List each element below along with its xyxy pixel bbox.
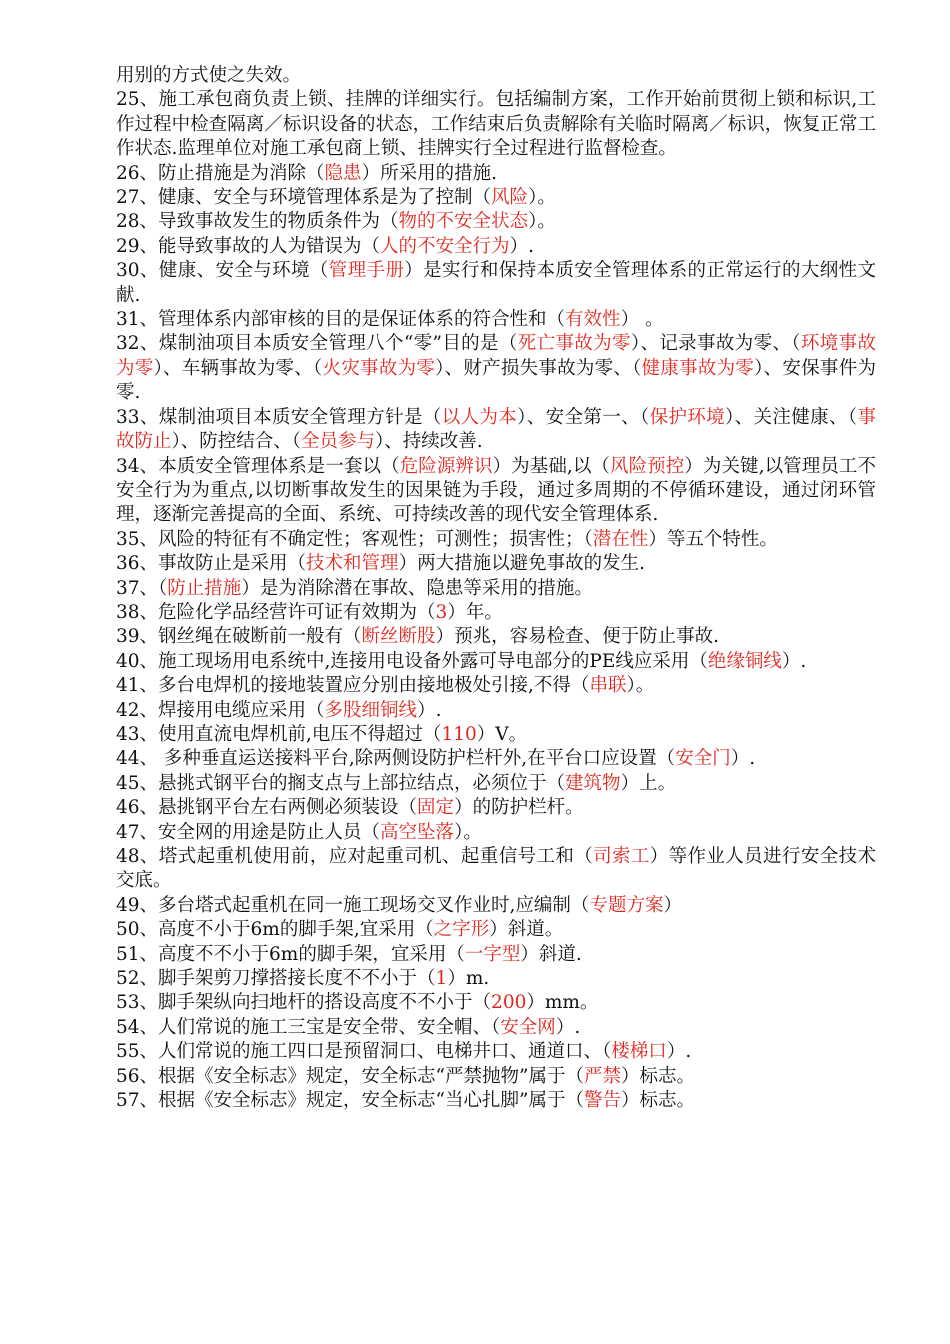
answer-text: 警告	[583, 1090, 621, 1112]
question-text: 44、 多种垂直运送接料平台,除两侧设防护栏杆外,在平台口应设置（	[116, 748, 676, 770]
question-q34	[116, 455, 876, 528]
answer-text: 环境事故为零	[116, 333, 876, 379]
question-q48	[116, 845, 876, 894]
question-text: ）斜道。	[489, 919, 564, 941]
question-text: 35、风险的特征有不确定性；客观性；可测性；损害性；（	[116, 528, 593, 550]
question-text: 25、施工承包商负责上锁、挂牌的详细实行。包括编制方案，工作开始前贯彻上锁和标识,工作过程中检查隔离／标识设备的状态，工作结束后负责解除有关临时隔离／标识，恢复正常工作状态.监理单位对施工承包商上锁、挂牌实行全过程进行监督检查。	[116, 89, 876, 160]
question-text: 29、能导致事故的人为错误为（	[116, 235, 381, 257]
question-text: ）、车辆事故为零、（	[153, 357, 323, 379]
question-text: ） 。	[620, 309, 664, 331]
answer-text: 建筑物	[565, 772, 621, 794]
question-q29	[116, 235, 876, 259]
question-q44	[116, 747, 876, 771]
answer-text: 断丝断股	[361, 626, 436, 648]
question-q49	[116, 894, 876, 918]
question-text: ）、安全第一、（	[517, 406, 650, 428]
answer-text: 人的不安全行为	[380, 235, 510, 257]
answer-text: 1	[435, 968, 448, 990]
answer-text: 保护环境	[649, 406, 726, 428]
answer-text: 专题方案	[589, 894, 664, 916]
document-body	[116, 64, 876, 1113]
question-q56	[116, 1065, 876, 1089]
question-text: 用别的方式使之失效。	[116, 65, 302, 86]
question-text: ）年。	[447, 601, 503, 623]
question-text: ）的防护栏杆。	[454, 797, 584, 819]
question-text: 43、使用直流电焊机前,电压不得超过（	[116, 723, 442, 745]
question-q55	[116, 1040, 876, 1064]
question-text: ）标志。	[620, 1065, 695, 1087]
question-text: 32、煤制油项目本质安全管理八个“零”目的是（	[116, 333, 518, 355]
answer-text: 危险源辨识	[399, 455, 493, 477]
question-text: ）上。	[620, 772, 677, 794]
question-text: 53、脚手架纵向扫地杆的搭设高度不不小于（	[116, 992, 492, 1014]
question-q37	[116, 577, 876, 601]
answer-text: 防止措施	[167, 577, 242, 599]
question-text: ）。	[528, 211, 556, 233]
question-text: ）为关键,以管理员工不安全行为为重点,以切断事故发生的因果链为手段，通过多周期的不停循环建设，通过闭环管理，逐渐完善提高的全面、系统、可持续改善的现代安全管理体系.	[116, 455, 876, 526]
question-text: 37、（	[116, 577, 168, 599]
question-text: ）等五个特性。	[648, 528, 778, 550]
answer-text: 高空坠落	[380, 821, 455, 843]
question-text: ）m.	[447, 968, 490, 990]
question-text: ）、防控结合、（	[171, 431, 302, 453]
question-text: 30、健康、安全与环境（	[116, 260, 329, 282]
question-q32	[116, 332, 876, 405]
question-q33	[116, 406, 876, 455]
question-q50	[116, 918, 876, 942]
answer-text: 管理手册	[328, 260, 405, 282]
question-q39	[116, 625, 876, 649]
question-q46	[116, 796, 876, 820]
answer-text: 物的不安全状态	[398, 211, 529, 233]
question-q42	[116, 699, 876, 723]
question-text: 36、事故防止是采用（	[116, 553, 307, 575]
answer-text: 风险预控	[610, 455, 685, 477]
question-text: 55、人们常说的施工四口是预留洞口、电梯井口、通道口、（	[116, 1041, 612, 1063]
question-text: ）.	[781, 650, 807, 672]
question-q30	[116, 259, 876, 308]
question-text: 40、施工现场用电系统中,连接用电设备外露可导电部分的PE线应采用（	[116, 650, 708, 672]
question-q25	[116, 88, 876, 161]
question-text: ）、安保事件为零.	[116, 357, 876, 404]
answer-text: 风险	[491, 187, 529, 209]
question-q41	[116, 674, 876, 698]
question-text: ）、关注健康、（	[725, 406, 858, 428]
question-text: 28、导致事故发生的物质条件为（	[116, 211, 399, 233]
question-text: 38、危险化学品经营许可证有效期为（	[116, 601, 436, 623]
question-text: 49、多台塔式起重机在同一施工现场交叉作业时,应编制（	[116, 894, 590, 916]
question-text: ）V。	[476, 723, 528, 745]
answer-text: 司索工	[593, 846, 650, 867]
question-text: ）.	[730, 748, 756, 770]
question-q26	[116, 162, 876, 186]
question-text: 52、脚手架剪刀撑搭接长度不不小于（	[116, 968, 436, 990]
question-text: ）等作业人员进行安全技术交底。	[116, 846, 876, 892]
question-text: ）、记录事故为零、（	[630, 333, 801, 355]
answer-text: 串联	[589, 675, 627, 697]
answer-text: 安全网	[500, 1016, 556, 1038]
question-text: ）。	[528, 187, 556, 209]
question-text: ）为基础,以（	[492, 455, 611, 477]
question-text: ）.	[417, 699, 442, 721]
question-text: 42、焊接用电缆应采用（	[116, 699, 325, 721]
question-text: ）.	[509, 235, 534, 257]
question-text: 45、悬挑式钢平台的搁支点与上部拉结点，必须位于（	[116, 772, 566, 794]
question-text: ）所采用的措施.	[361, 162, 497, 184]
question-q43	[116, 723, 876, 747]
question-text: ）斜道.	[520, 943, 582, 965]
question-p24-tail	[116, 64, 876, 88]
question-text: 39、钢丝绳在破断前一般有（	[116, 626, 362, 648]
question-q52	[116, 967, 876, 991]
answer-text: 楼梯口	[611, 1041, 667, 1063]
question-q54	[116, 1016, 876, 1040]
question-q27	[116, 186, 876, 210]
question-text: ）两大措施以避免事故的发生.	[398, 553, 645, 575]
answer-text: 健康事故为零	[641, 357, 755, 379]
question-text: 31、管理体系内部审核的目的是保证体系的符合性和（	[116, 309, 566, 331]
question-text: ）。	[626, 675, 655, 697]
question-text: ）是为消除潜在事故、隐患等采用的措施。	[241, 577, 593, 599]
question-text: 56、根据《安全标志》规定，安全标志“严禁抛物”属于（	[116, 1065, 584, 1087]
question-text: ）。	[454, 821, 482, 843]
question-text: 54、人们常说的施工三宝是安全带、安全帽、（	[116, 1016, 501, 1038]
answer-text: 绝缘铜线	[707, 650, 782, 672]
question-q38	[116, 601, 876, 625]
question-text: 33、煤制油项目本质安全管理方针是（	[116, 406, 442, 428]
question-text: 47、安全网的用途是防止人员（	[116, 821, 381, 843]
answer-text: 一字型	[464, 943, 521, 965]
question-text: ）是实行和保持本质安全管理体系的正常运行的大纲性文献.	[116, 260, 876, 306]
question-text: 27、健康、安全与环境管理体系是为了控制（	[116, 187, 492, 209]
question-q53	[116, 991, 876, 1015]
answer-text: 110	[441, 723, 477, 745]
answer-text: 3	[435, 601, 448, 623]
question-text: ）mm。	[526, 992, 599, 1014]
answer-text: 安全门	[675, 748, 731, 770]
question-q47	[116, 821, 876, 845]
question-text: 50、高度不小于6m的脚手架,宜采用（	[116, 919, 434, 941]
answer-text: 以人为本	[441, 406, 518, 428]
answer-text: 死亡事故为零	[517, 333, 631, 355]
question-text: 46、悬挑钢平台左右两侧必须装设（	[116, 797, 418, 819]
answer-text: 之字形	[433, 919, 490, 941]
answer-text: 严禁	[583, 1065, 621, 1087]
question-text: ）标志。	[620, 1090, 695, 1112]
answer-text: 潜在性	[592, 528, 649, 550]
question-q35	[116, 528, 876, 552]
question-q57	[116, 1089, 876, 1113]
answer-text: 隐患	[324, 162, 362, 184]
question-text: 34、本质安全管理体系是一套以（	[116, 455, 400, 477]
question-q51	[116, 943, 876, 967]
answer-text: 有效性	[565, 309, 621, 331]
question-q36	[116, 552, 876, 576]
question-text: ）	[663, 894, 682, 916]
answer-text: 事故防止	[116, 406, 876, 453]
question-q28	[116, 210, 876, 234]
answer-text: 全员参与	[301, 431, 376, 453]
question-text: ）、持续改善.	[375, 431, 483, 453]
question-q40	[116, 650, 876, 674]
question-text: 26、防止措施是为消除（	[116, 162, 325, 184]
question-text: ）.	[666, 1041, 692, 1063]
answer-text: 多股细铜线	[324, 699, 418, 721]
answer-text: 火灾事故为零	[322, 357, 436, 379]
answer-text: 技术和管理	[306, 553, 399, 575]
question-text: 48、塔式起重机使用前，应对起重司机、起重信号工和（	[116, 846, 594, 867]
question-text: 51、高度不不小于6m的脚手架，宜采用（	[116, 943, 465, 965]
answer-text: 固定	[417, 797, 455, 819]
question-text: ）.	[555, 1016, 581, 1038]
question-text: 41、多台电焊机的接地装置应分别由接地极处引接,不得（	[116, 675, 590, 697]
question-q31	[116, 308, 876, 332]
question-text: 57、根据《安全标志》规定，安全标志“当心扎脚”属于（	[116, 1090, 584, 1112]
answer-text: 200	[491, 992, 527, 1014]
question-q45	[116, 772, 876, 796]
question-text: ）预兆，容易检查、便于防止事故.	[435, 626, 719, 648]
question-text: ）、财产损失事故为零、（	[435, 357, 642, 379]
